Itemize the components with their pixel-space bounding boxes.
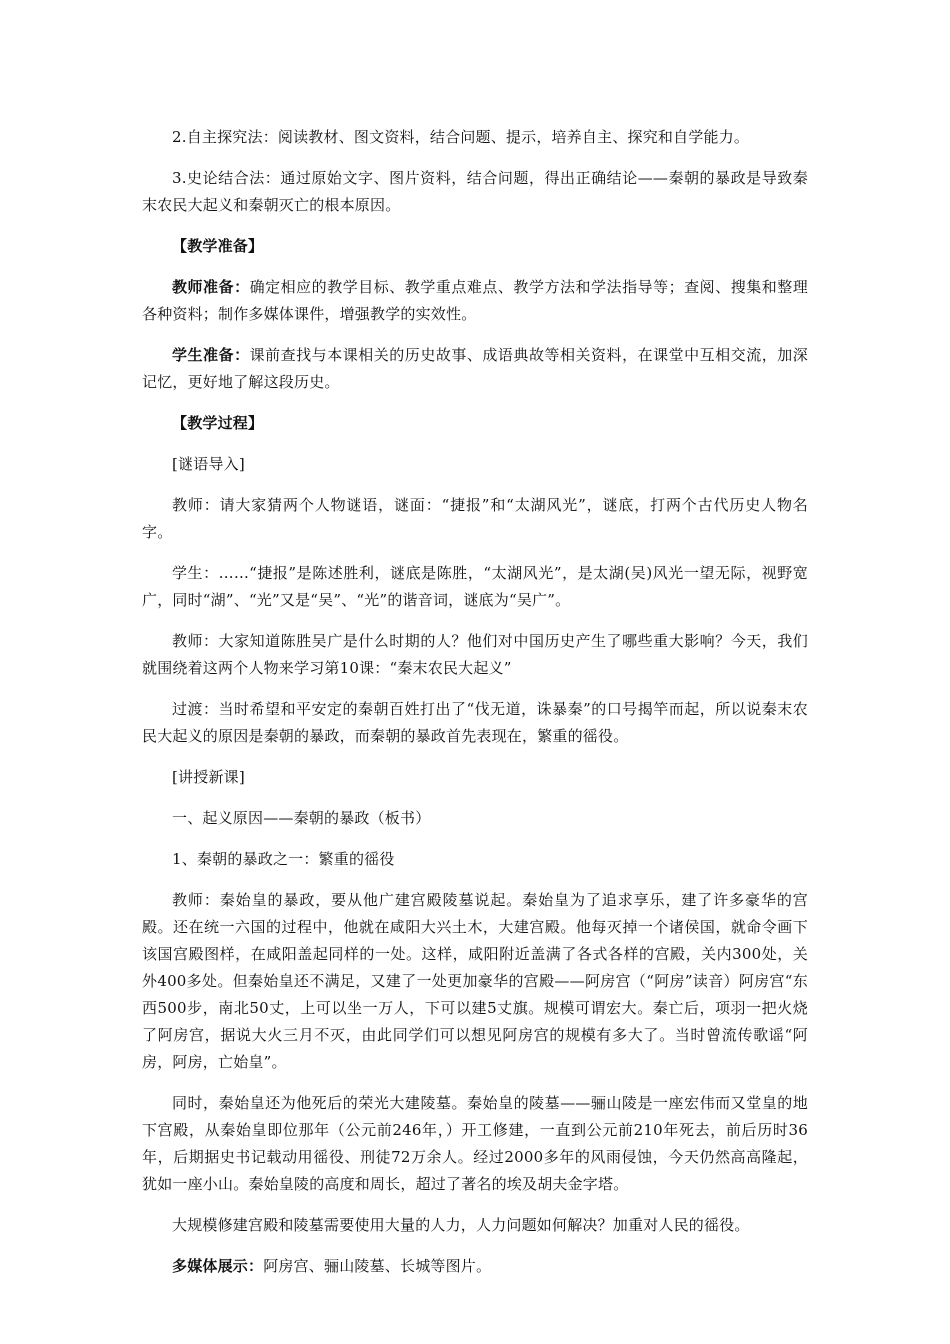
- section-1-title: 一、起义原因——秦朝的暴政（板书）: [172, 809, 431, 827]
- riddle-teacher-paragraph: 教师：请大家猜两个人物谜语，谜面：“捷报”和“太湖风光”，谜底，打两个古代历史人物名字。: [142, 496, 808, 541]
- multimedia-text: 阿房宫、骊山陵墓、长城等图片。: [263, 1257, 492, 1275]
- student-preparation-text: 课前查找与本课相关的历史故事、成语典故等相关资料，在课堂中互相交流，加深记忆，更好地了解这段历史。: [142, 346, 808, 391]
- teacher-preparation-label: 教师准备：: [172, 278, 250, 296]
- riddle-intro-heading: [谜语导入]: [172, 455, 245, 473]
- section-1-1-title: 1、秦朝的暴政之一：繁重的徭役: [172, 850, 395, 868]
- transition-paragraph: 过渡：当时希望和平安定的秦朝百姓打出了“伐无道，诛暴秦”的口号揭竿而起，所以说秦末农民大起义的原因是秦朝的暴政，而秦朝的暴政首先表现在，繁重的徭役。: [142, 700, 808, 745]
- teaching-process-heading: 【教学过程】: [172, 414, 264, 432]
- student-preparation-label: 学生准备：: [172, 346, 250, 364]
- teacher-intro-paragraph: 教师：大家知道陈胜吴广是什么时期的人？他们对中国历史产生了哪些重大影响？今天，我们就围绕着这两个人物来学习第10课：“秦末农民大起义”: [142, 632, 808, 677]
- method-2-paragraph: 2.自主探究法：阅读教材、图文资料，结合问题、提示，培养自主、探究和自学能力。: [172, 128, 750, 146]
- teaching-preparation-heading: 【教学准备】: [172, 237, 264, 255]
- new-lesson-heading: [讲授新课]: [172, 768, 245, 786]
- riddle-student-paragraph: 学生：……“捷报”是陈述胜利，谜底是陈胜，“太湖风光”，是太湖(吴)风光一望无际，视野宽广，同时“湖”、“光”又是“吴”、“光”的谐音词，谜底为“吴广”。: [142, 564, 808, 609]
- teacher-preparation-paragraph: [142, 274, 808, 328]
- student-preparation-paragraph: [142, 342, 808, 396]
- multimedia-paragraph: [142, 1253, 808, 1280]
- method-3-paragraph: 3.史论结合法：通过原始文字、图片资料，结合问题，得出正确结论——秦朝的暴政是导致秦末农民大起义和秦朝灭亡的根本原因。: [142, 169, 808, 214]
- multimedia-label: 多媒体展示：: [172, 1257, 264, 1275]
- teacher-palace-paragraph: 教师：秦始皇的暴政，要从他广建宫殿陵墓说起。秦始皇为了追求享乐，建了许多豪华的宫殿。还在统一六国的过程中，他就在咸阳大兴土木，大建宫殿。他每灭掉一个诸侯国，就命令画下该国宫殿图样，在咸阳盖起同样的一处。这样，咸阳附近盖满了各式各样的宫殿，关内300处，关外400多处。但秦始皇还不满足，又建了一处更加豪华的宫殿——阿房宫（“阿房”读音）阿房宫“东西500步，南北50丈，上可以坐一万人，下可以建5丈旗。规模可谓宏大。秦亡后，项羽一把火烧了阿房宫，据说大火三月不灭，由此同学们可以想见阿房宫的规模有多大了。当时曾流传歌谣“阿房，阿房，亡始皇”。: [142, 891, 808, 1071]
- labor-question-paragraph: 大规模修建宫殿和陵墓需要使用大量的人力，人力问题如何解决？加重对人民的徭役。: [172, 1216, 750, 1234]
- tomb-paragraph: 同时，秦始皇还为他死后的荣光大建陵墓。秦始皇的陵墓——骊山陵是一座宏伟而又堂皇的地下宫殿，从秦始皇即位那年（公元前246年，）开工修建，一直到公元前210年死去，前后历时36年，后期据史书记载动用徭役、刑徒72万余人。经过2000多年的风雨侵蚀，今天仍然高高隆起，犹如一座小山。秦始皇陵的高度和周长，超过了著名的埃及胡夫金字塔。: [142, 1094, 808, 1193]
- teacher-preparation-text: 确定相应的教学目标、教学重点难点、教学方法和学法指导等；查阅、搜集和整理各种资料；制作多媒体课件，增强教学的实效性。: [142, 278, 808, 323]
- document-body: [142, 124, 808, 1294]
